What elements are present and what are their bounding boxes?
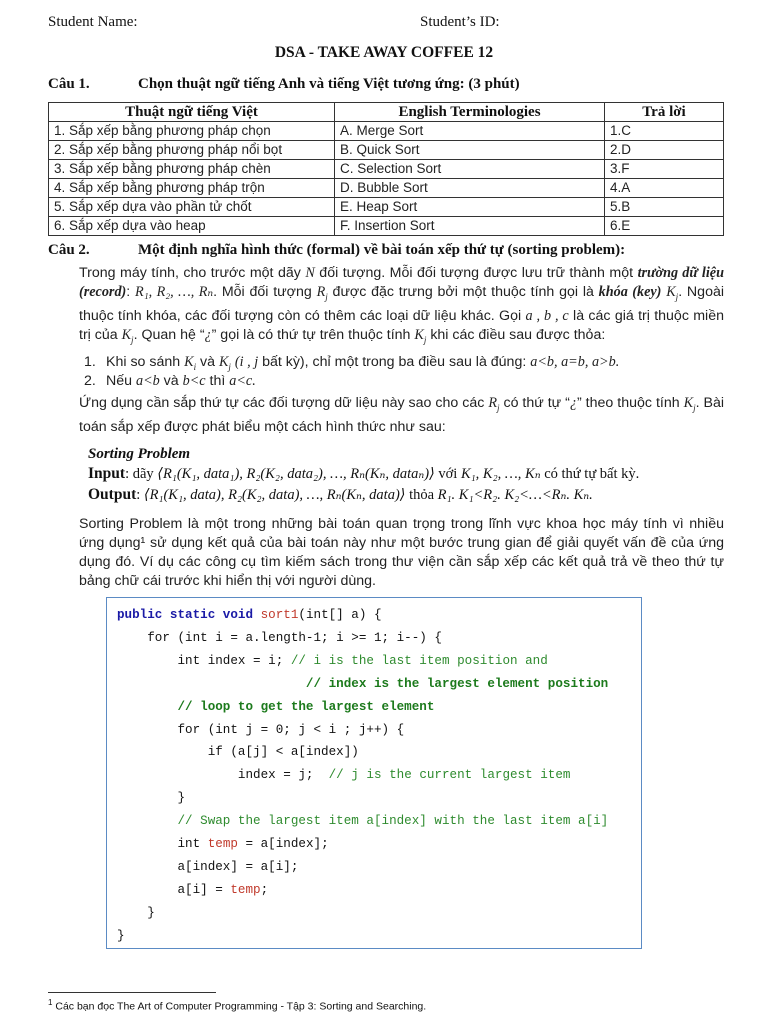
answer-cell: 4.A bbox=[605, 179, 724, 198]
output-line bbox=[88, 486, 593, 504]
question-2-title: Một định nghĩa hình thức (formal) về bài toán xếp thứ tự (sorting problem): bbox=[138, 242, 626, 258]
math-expr: b<c bbox=[182, 373, 206, 389]
math-expr: a<b bbox=[135, 373, 160, 389]
math-kj: $K_j$ bbox=[218, 354, 231, 372]
text-run: và bbox=[196, 354, 219, 370]
text-run: . Mỗi đối tượng bbox=[213, 284, 317, 300]
math-kj: $K_j$ bbox=[121, 326, 134, 345]
text-run: . Bài toán sắp xếp được phát biểu một cách hình thức như sau: bbox=[79, 395, 725, 435]
answer-cell: 5.B bbox=[605, 198, 724, 217]
math-relation: ¿ bbox=[204, 326, 212, 343]
math-relation: ¿ bbox=[569, 395, 577, 411]
list-number: 1. bbox=[84, 354, 96, 370]
text-run: khi các điều sau được thỏa: bbox=[426, 326, 606, 343]
col-answer-header: Trả lời bbox=[605, 103, 724, 122]
code-comment: // loop to get the largest element bbox=[117, 699, 435, 714]
code-line: if (a[j] < a[index]) bbox=[117, 745, 359, 760]
answer-cell: 3.F bbox=[605, 160, 724, 179]
english-term: A. Merge Sort bbox=[335, 122, 605, 141]
code-line: int temp = a[index]; bbox=[117, 837, 329, 852]
text-run: là các giá trị thuộc miền trị của bbox=[79, 307, 724, 343]
code-comment: // Swap the largest item a[index] with the last item a[i] bbox=[117, 814, 609, 829]
terminology-table bbox=[48, 102, 724, 236]
math-expr: a<c. bbox=[229, 373, 256, 389]
text-run: ” theo thuộc tính bbox=[576, 395, 684, 411]
text-run: . Ngoài thuộc tính khóa, các đối tượng còn có thêm các loại dữ liệu khác. Gọi bbox=[79, 284, 724, 324]
math-rj: $R_j$ bbox=[488, 395, 500, 413]
table-row bbox=[49, 141, 724, 160]
code-line: a[i] = temp; bbox=[117, 882, 269, 897]
text-run: có thứ tự “ bbox=[499, 395, 570, 411]
key-term: khóa (key) bbox=[598, 284, 662, 300]
student-header bbox=[48, 14, 720, 34]
condition-item-2 bbox=[84, 373, 256, 390]
code-line: for (int j = 0; j < i ; j++) { bbox=[117, 722, 405, 737]
code-line: for (int i = a.length-1; i >= 1; i--) { bbox=[117, 630, 442, 645]
answer-cell: 1.C bbox=[605, 122, 724, 141]
text-run: bất kỳ), chỉ một trong ba điều sau là đúng: bbox=[258, 354, 531, 370]
english-term: D. Bubble Sort bbox=[335, 179, 605, 198]
math-kj: $K_j$ bbox=[414, 326, 427, 345]
col-vietnamese-header: Thuật ngữ tiếng Việt bbox=[49, 103, 335, 122]
definition-paragraph bbox=[79, 264, 724, 350]
math-input-sequence: ⟨R₁(K₁, data₁), R₂(K₂, data₂), …, Rₙ(Kₙ, dataₙ)⟩ bbox=[157, 466, 435, 482]
answer-cell: 6.E bbox=[605, 217, 724, 236]
question-1-title: Chọn thuật ngữ tiếng Anh và tiếng Việt tương ứng: (3 phút) bbox=[138, 76, 520, 92]
sorting-problem-title: Sorting Problem bbox=[88, 446, 191, 462]
english-term: C. Selection Sort bbox=[335, 160, 605, 179]
table-header-row bbox=[49, 103, 724, 122]
code-listing bbox=[106, 597, 642, 949]
vietnamese-term: 5. Sắp xếp dựa vào phần tử chốt bbox=[49, 198, 335, 217]
footnote-divider bbox=[48, 992, 216, 993]
math-cases: a<b, a=b, a>b. bbox=[530, 354, 620, 370]
question-1-number: Câu 1. bbox=[48, 76, 90, 92]
text-run: : bbox=[126, 284, 136, 300]
code-line: } bbox=[117, 928, 125, 943]
math-records: R₁, R₂, …, Rₙ bbox=[135, 284, 214, 300]
document-title: DSA - TAKE AWAY COFFEE 12 bbox=[274, 44, 494, 61]
footnote-text: Các bạn đọc The Art of Computer Programming - Tập 3: Sorting and Searching. bbox=[52, 1000, 427, 1013]
math-rj: $R_j$ bbox=[316, 284, 328, 302]
input-label: Input bbox=[88, 465, 126, 482]
table-row bbox=[49, 160, 724, 179]
vietnamese-term: 3. Sắp xếp bằng phương pháp chèn bbox=[49, 160, 335, 179]
math-keys: K₁, K₂, …, Kₙ bbox=[460, 466, 541, 482]
importance-paragraph: Sorting Problem là một trong những bài toán quan trọng trong lĩnh vực khoa học máy tính vì nhiều ứng dụng¹ sử dụng kết quả của bài toán này như một bước trung gian để giải quyết vấn đề của ứng dụng đó. Ví dụ các công cụ tìm kiếm sách trong thư viện cần sắp xếp các kết quả trả về theo thứ tự bảng chữ cái trước khi hiển thị với người dùng. bbox=[79, 516, 724, 589]
text-run: Ứng dụng cần sắp thứ tự các đối tượng dữ liệu này sao cho các bbox=[79, 395, 489, 411]
text-run: . Quan hệ “ bbox=[133, 326, 205, 343]
text-run: được đặc trưng bởi một thuộc tính gọi là bbox=[327, 284, 599, 300]
code-line: public static void sort1(int[] a) { bbox=[117, 608, 382, 622]
text-run: và bbox=[159, 373, 183, 389]
output-label: Output bbox=[88, 486, 137, 503]
math-output-sequence: ⟨R₁(K₁, data), R₂(K₂, data), …, Rₙ(Kₙ, data)⟩ bbox=[143, 487, 406, 503]
vietnamese-term: 2. Sắp xếp bằng phương pháp nổi bọt bbox=[49, 141, 335, 160]
code-comment: // index is the largest element position bbox=[117, 676, 609, 691]
table-row bbox=[49, 122, 724, 141]
code-line: } bbox=[117, 791, 186, 806]
answer-cell: 2.D bbox=[605, 141, 724, 160]
table-row bbox=[49, 198, 724, 217]
student-id-label: Student’s ID: bbox=[420, 14, 500, 30]
footnote bbox=[48, 998, 426, 1013]
vietnamese-term: 6. Sắp xếp dựa vào heap bbox=[49, 217, 335, 236]
vietnamese-term: 4. Sắp xếp bằng phương pháp trộn bbox=[49, 179, 335, 198]
math-kj: $K_j$ bbox=[683, 395, 696, 413]
footnote-mark: 1 bbox=[48, 998, 53, 1007]
question-2-number: Câu 2. bbox=[48, 242, 90, 258]
vietnamese-term: 1. Sắp xếp bằng phương pháp chọn bbox=[49, 122, 335, 141]
text-run: thì bbox=[205, 373, 230, 389]
text-run: có thứ tự bất kỳ. bbox=[540, 466, 640, 482]
english-term: F. Insertion Sort bbox=[335, 217, 605, 236]
condition-item-1 bbox=[84, 354, 619, 372]
english-term: E. Heap Sort bbox=[335, 198, 605, 217]
text-run: : bbox=[136, 487, 144, 503]
text-run: : dãy bbox=[125, 466, 158, 482]
math-n: N bbox=[305, 265, 315, 281]
record-term: trường dữ liệu (record) bbox=[79, 265, 724, 300]
text-run: đối tượng. Mỗi đối tượng được lưu trữ thành một bbox=[314, 265, 638, 281]
table-row bbox=[49, 217, 724, 236]
code-line: int index = i; // i is the last item position and bbox=[117, 653, 548, 668]
col-english-header: English Terminologies bbox=[335, 103, 605, 122]
math-ij: (i , j bbox=[234, 354, 259, 370]
code-line: index = j; // j is the current largest item bbox=[117, 768, 571, 783]
text-run: Trong máy tính, cho trước một dãy bbox=[79, 265, 306, 281]
application-paragraph bbox=[79, 394, 724, 437]
text-run: thỏa bbox=[405, 487, 438, 503]
list-number: 2. bbox=[84, 373, 96, 389]
math-kj: $K_j$ bbox=[666, 284, 679, 302]
student-name-label: Student Name: bbox=[48, 14, 138, 30]
input-line bbox=[88, 465, 639, 483]
math-ki: $K_i$ bbox=[184, 354, 197, 372]
math-abc: a , b , c bbox=[525, 307, 569, 324]
code-line: } bbox=[117, 905, 155, 920]
table-row bbox=[49, 179, 724, 198]
text-run: ” gọi là có thứ tự trên thuộc tính bbox=[211, 326, 415, 343]
text-run: Khi so sánh bbox=[106, 354, 185, 370]
english-term: B. Quick Sort bbox=[335, 141, 605, 160]
text-run: Nếu bbox=[106, 373, 136, 389]
code-line: a[index] = a[i]; bbox=[117, 859, 299, 874]
text-run: với bbox=[434, 466, 461, 482]
math-order-condition: R₁. K₁<R₂. K₂<…<Rₙ. Kₙ. bbox=[437, 487, 593, 503]
